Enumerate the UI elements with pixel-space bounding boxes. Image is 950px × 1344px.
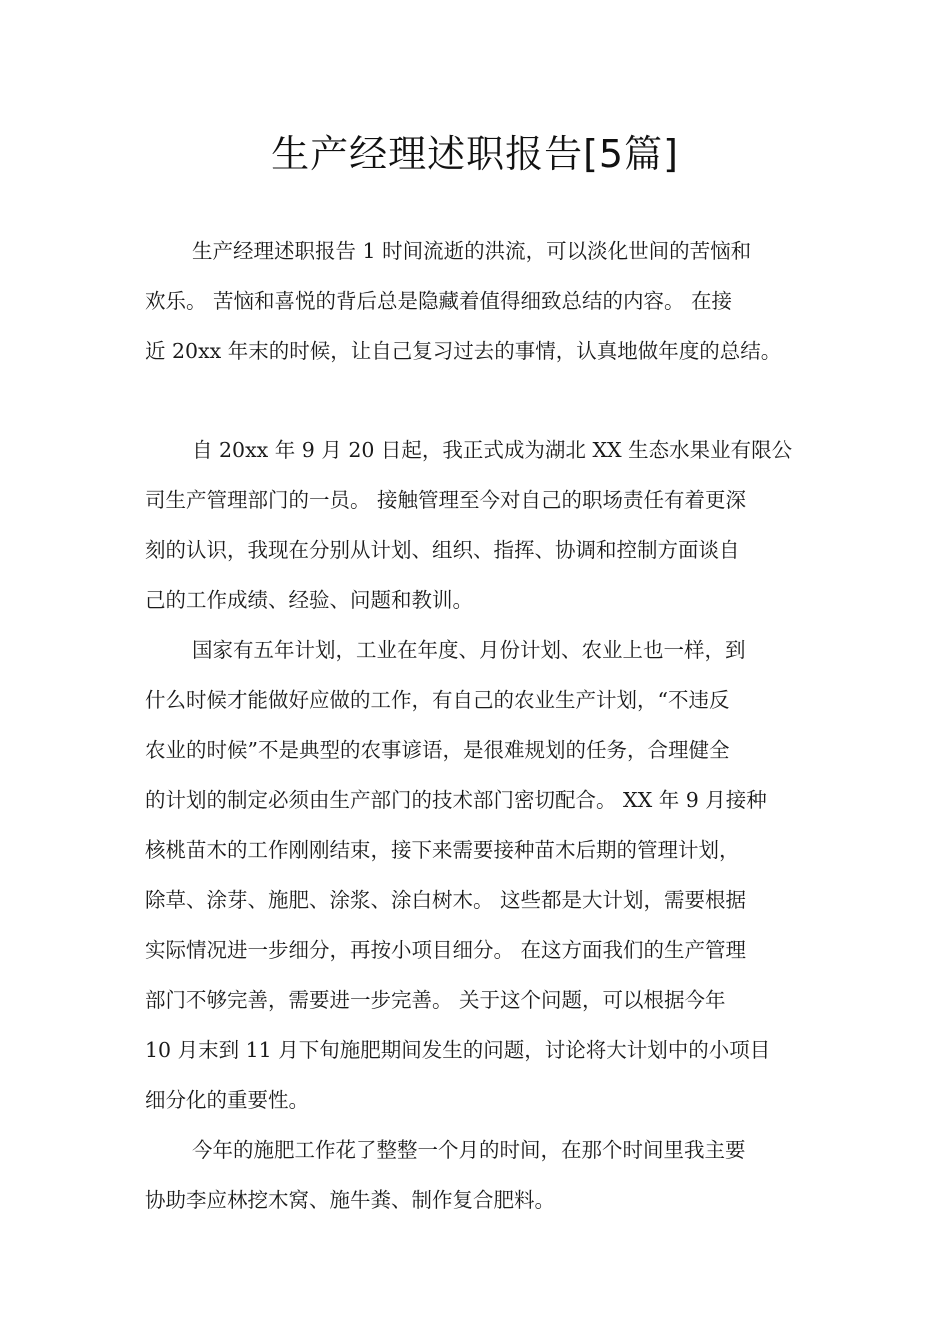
- paragraph-line: 部门不够完善，需要进一步完善。 关于这个问题，可以根据今年: [145, 988, 726, 1012]
- paragraph-body: [145, 425, 810, 1225]
- paragraph-line: 今年的施肥工作花了整整一个月的时间，在那个时间里我主要: [192, 1138, 746, 1162]
- paragraph-line: 司生产管理部门的一员。 接触管理至今对自己的职场责任有着更深: [145, 488, 747, 512]
- paragraph-line: 实际情况进一步细分，再按小项目细分。 在这方面我们的生产管理: [145, 938, 747, 962]
- paragraph-line: 除草、涂芽、施肥、涂浆、涂白树木。 这些都是大计划，需要根据: [145, 888, 747, 912]
- paragraph-line: 刻的认识，我现在分别从计划、组织、指挥、协调和控制方面谈自: [145, 538, 740, 562]
- paragraph-line: 细分化的重要性。: [145, 1088, 309, 1112]
- paragraph-intro: [145, 226, 810, 376]
- paragraph-line: 核桃苗木的工作刚刚结束，接下来需要接种苗木后期的管理计划，: [145, 838, 740, 862]
- paragraph-line: 的计划的制定必须由生产部门的技术部门密切配合。 XX 年 9 月接种: [145, 788, 767, 812]
- paragraph-line: 什么时候才能做好应做的工作，有自己的农业生产计划，“不违反: [145, 688, 730, 712]
- document-title: 生产经理述职报告[5篇]: [271, 132, 679, 176]
- paragraph-line: 欢乐。 苦恼和喜悦的背后总是隐藏着值得细致总结的内容。 在接: [145, 289, 733, 313]
- paragraph-line: 10 月末到 11 月下旬施肥期间发生的问题，讨论将大计划中的小项目: [145, 1038, 771, 1062]
- paragraph-line: 农业的时候”不是典型的农事谚语，是很难规划的任务，合理健全: [145, 738, 730, 762]
- paragraph-line: 己的工作成绩、经验、问题和教训。: [145, 588, 473, 612]
- paragraph-line: 生产经理述职报告 1 时间流逝的洪流，可以淡化世间的苦恼和: [192, 239, 752, 263]
- paragraph-line: 自 20xx 年 9 月 20 日起，我正式成为湖北 XX 生态水果业有限公: [192, 438, 793, 462]
- paragraph-line: 协助李应林挖木窝、施牛粪、制作复合肥料。: [145, 1188, 555, 1212]
- paragraph-line: 国家有五年计划，工业在年度、月份计划、农业上也一样，到: [192, 638, 746, 662]
- paragraph-line: 近 20xx 年末的时候，让自己复习过去的事情，认真地做年度的总结。: [145, 339, 782, 363]
